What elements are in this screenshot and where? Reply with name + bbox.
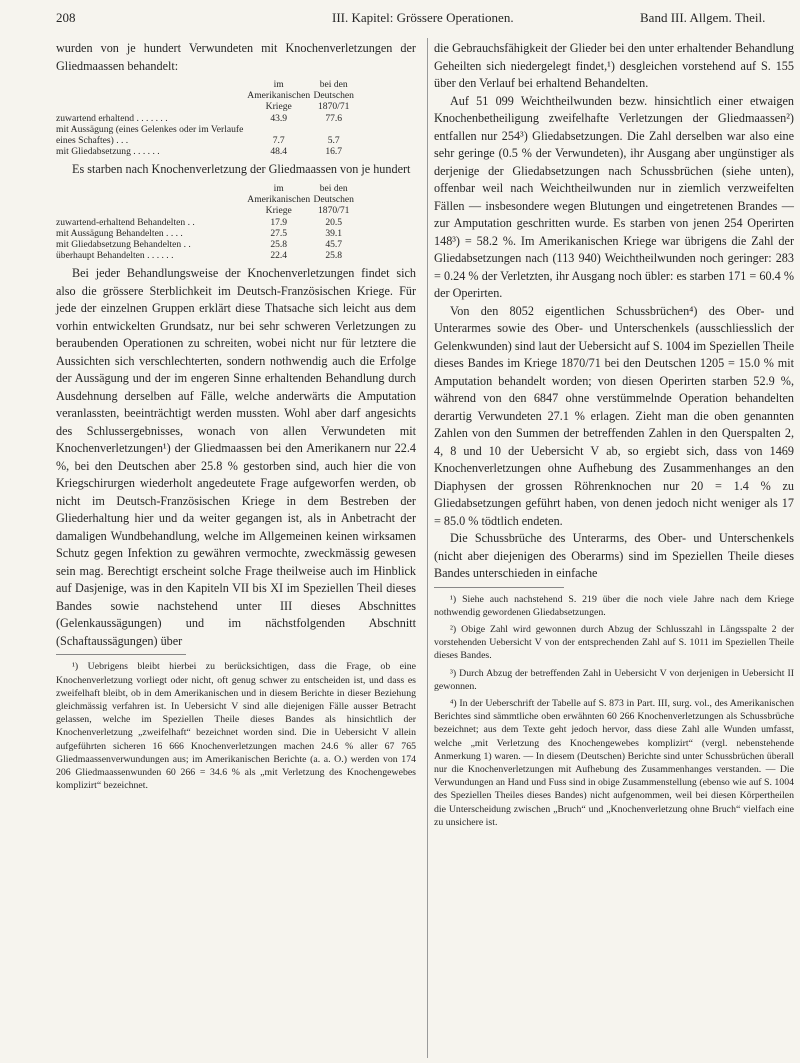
row-label: mit Aussägung (eines Gelenkes oder im Verlaufe eines Schaftes) . . . [56, 123, 244, 147]
cell-value: 16.7 [325, 146, 343, 158]
table-row [56, 124, 356, 146]
cell-value: 48.4 [270, 146, 288, 158]
cell-value: 45.7 [325, 238, 343, 250]
cell-value: 43.9 [270, 112, 288, 124]
row-label: überhaupt Behandelten . . . . . . [56, 250, 174, 262]
table-col-header: im Amerikanischen Kriege [247, 79, 311, 113]
cell-value: 7.7 [272, 135, 285, 147]
table-row [56, 239, 356, 250]
cell-value: 22.4 [270, 250, 288, 262]
cell-value: 5.7 [327, 135, 340, 147]
footnote: ⁴) In der Ueberschrift der Tabelle auf S. 873 in Part. III, surg. vol., des Amerikanischen Berichtes sind sämmtliche oben erwähnten 60 266 Knochenverletzungen als Schussbrüche bezeichnet; aus dem Texte geht jedoch hervor, dass diese Zahl alle Wunden umfasst, welche „mit Verletzung des Knochengewebes komplizirt“ (vergl. nebenstehende Anmerkung 1) waren. — In diesem (Deutschen) Berichte sind unter Schussbrüchen überall nur die Knochenverletzungen mit Aufhebung des Zusammenhanges verstanden. — Die Verwundungen an Hand und Fuss sind in obige Zusammenstellung (ebenso wie auf S. 1004 des Speziellen Theiles dieses Bandes) nicht aufgenommen, weil bei diesen Körpertheilen die Unterscheidung zwischen „Bruch“ und „Knochenverletzung ohne Bruch“ vielfach eine zu unsichere ist. [434, 697, 794, 828]
row-label: mit Gliedabsetzung . . . . . . [56, 146, 160, 158]
running-header [0, 6, 800, 26]
footnote-rule [56, 654, 186, 655]
table-row [56, 113, 356, 124]
table-row [56, 217, 356, 228]
cell-value: 17.9 [270, 216, 288, 228]
row-label: zuwartend-erhaltend Behandelten . . [56, 216, 195, 228]
paragraph: Bei jeder Behandlungsweise der Knochenverletzungen findet sich also die grössere Sterblichkeit im Deutsch-Französischen Kriege. Für jede der einzelnen Gruppen erklärt diese Thatsache sich leicht aus dem vorhin entwickelten Grundsatz, nur bei sehr schweren Verletzungen zu beraubenden Operationen zu schreiten, wobei nicht nur für letztere die Aussichten sich verschlechterten, sondern nothwendig auch die Erfolge der Aussägung und der im engeren Sinne erhaltenden Behandlung durch Ausdehnung derselben auf Fälle, welche anderwärts die Amputation veranlassten, beeinträchtigt werden mussten. Wohl aber darf angesichts des Schlussergebnisses, wonach von allen Verwundeten mit Knochenverletzungen¹) der Gliedmaassen bei den Amerikanern nur 22.4 %, bei den Deutschen aber 25.8 % gestorben sind, auch hier die von Kriegschirurgen wiederholt angedeutete Frage aufgeworfen werden, ob nicht im Deutsch-Französischen Kriege in dem Bestreben der Gliederhaltung hier und da weiter gegangen ist, als in Anbetracht der damaligen Wundbehandlung, welche im Allgemeinen keinen wirksamen Schutz gegen Infektion zu gewähren vermochte, zweckmässig gewesen sein mag. Berechtigt erscheint solche Frage theilweise auch im Hinblick auf Dasjenige, was in den Kapiteln VII bis XI im Speziellen Theil dieses Bandes sowie nachstehend unter III dieses Abschnittes (Gelenkaussägungen) und im nächstfolgenden Abschnitt (Schaftaussägungen) über [56, 266, 416, 648]
row-label: mit Gliedabsetzung Behandelten . . [56, 238, 191, 250]
paragraph: wurden von je hundert Verwundeten mit Knochenverletzungen der Gliedmaassen behandelt: [56, 41, 416, 73]
cell-value: 77.6 [325, 112, 343, 124]
row-label: zuwartend erhaltend . . . . . . . [56, 112, 168, 124]
cell-value: 25.8 [270, 238, 288, 250]
volume-title: Band III. Allgem. Theil. [640, 10, 766, 25]
table-col-header: im Amerikanischen Kriege [247, 182, 311, 217]
footnote: ¹) Uebrigens bleibt hierbei zu berücksichtigen, dass die Frage, ob eine Knochenverletzung vorliegt oder nicht, oft genug schwer zu entscheiden ist, und dass es zweifelhaft bleibt, ob in dem Amerikanischen und in diesem Berichte in dieser Beziehung gleichmässig verfahren ist. In Uebersicht V sind alle diejenigen Fälle ausser Betracht gelassen, welche im Speziellen Theile dieses Bandes als hinsichtlich der Knochenverletzung „zweifelhaft“ bezeichnet worden sind. Die in Uebersicht V allein aufgeführten sicheren 16 666 Knochenverletzungen machen 24.6 % aller 67 765 Gliedmaassenverwundungen aus; im Amerikanischen Berichte (a. a. O.) werden von 174 206 Gliedmaassenwunden 60 266 = 34.6 % als „mit Verletzung des Knochengewebes komplizirt“ bezeichnet. [56, 661, 416, 792]
cell-value: 20.5 [325, 216, 343, 228]
paragraph: Die Schussbrüche des Unterarms, des Ober- und Unterschenkels (nicht aber diejenigen des Oberarms) sind im Speziellen Theile dieses Bandes unterschieden in einfache [434, 531, 794, 580]
column-divider [427, 38, 428, 1058]
table-row [56, 250, 356, 261]
footnote: ²) Obige Zahl wird gewonnen durch Abzug der Schlusszahl in Längsspalte 2 der vorstehenden Uebersicht V von der entsprechenden Zahl auf S. 1011 im Speziellen Theile dieses Bandes. [434, 623, 794, 662]
left-column [56, 40, 416, 792]
table-treatment [56, 79, 356, 157]
footnote: ¹) Siehe auch nachstehend S. 219 über die noch viele Jahre nach dem Kriege nothwendig gewordenen Gliedabsetzungen. [434, 593, 794, 618]
paragraph: die Gebrauchsfähigkeit der Glieder bei den unter erhaltender Behandlung Geheilten sich niedergelegt findet,¹) desgleichen vorstehend auf S. 155 über den Verlauf bei erhaltend Behandelten. [434, 41, 794, 90]
footnote: ³) Durch Abzug der betreffenden Zahl in Uebersicht V von derjenigen in Uebersicht II gewonnen. [434, 667, 794, 692]
paragraph: Auf 51 099 Weichtheilwunden bezw. hinsichtlich einer etwaigen Knochenbetheiligung zweifelhafte Verletzungen der Gliedmaassen²) entfallen nur 254³) Gliedabsetzungen. Die Zahl derselben war also eine sehr geringe (0.5 % der Verwundeten), ihr Ausgang aber ungünstiger als derjenige der Gliedabsetzungen nach Schussbrüchen (siehe unten), offenbar weil nach Weichtheilwunden nur in ziemlich verzweifelten Fällen — insbesondere wegen Blutungen und eingetretenen Brandes — zur Amputation geschritten wurde. Es starben von jenen 254 Operirten 148³) = 58.2 %. Im Amerikanischen Kriege war übrigens die Zahl der Gliedabsetzungen nach (113 940) Weichtheilwunden noch geringer: 283 = 0.24 % der Verletzten, ihr Ausgang noch übler: es starben 171 = 60.4 % der Operirten. [434, 93, 794, 300]
table-mortality [56, 183, 356, 261]
cell-value: 39.1 [325, 227, 343, 239]
table-col-header: bei den Deutschen 1870/71 [313, 79, 354, 113]
table-col-header: bei den Deutschen 1870/71 [313, 182, 354, 217]
row-label: mit Aussägung Behandelten . . . . [56, 227, 183, 239]
right-column [434, 40, 794, 829]
footnote-rule [434, 587, 564, 588]
paragraph: Von den 8052 eigentlichen Schussbrüchen⁴) des Ober- und Unterarmes sowie des Ober- und Unterschenkels (ausschliesslich der Gelenkwunden) sind laut der Uebersicht auf S. 1004 im Speziellen Theile dieses Bandes im Kriege 1870/71 bei den Deutschen 1205 = 15.0 % mit Amputation behandelt worden; von diesen Operirten starben 52.9 %, während von den 6847 ohne verstümmelnde Operation behandelten derartig Verwundeten 27.1 % erlagen. Zieht man die oben genannten Zahlen von den Summen der betreffenden Zahlen in den Querspalten 2, 4, 8 und 10 der Uebersicht V ab, so ergiebt sich, dass von 1469 Knochenverletzungen ohne Aufhebung des Zusammenhanges an den Diaphysen der grossen Röhrenknochen nur 20 = 1.4 % zu Gliedabsetzungen geführt haben, von denen jedoch nicht weniger als 17 = 85.0 % tödtlich endeten. [434, 303, 794, 528]
page-number: 208 [56, 10, 76, 25]
cell-value: 27.5 [270, 227, 288, 239]
table-row [56, 228, 356, 239]
paragraph: Es starben nach Knochenverletzung der Gliedmaassen von je hundert [72, 162, 411, 177]
table-row [56, 146, 356, 157]
cell-value: 25.8 [325, 250, 343, 262]
chapter-title: III. Kapitel: Grössere Operationen. [332, 10, 514, 25]
